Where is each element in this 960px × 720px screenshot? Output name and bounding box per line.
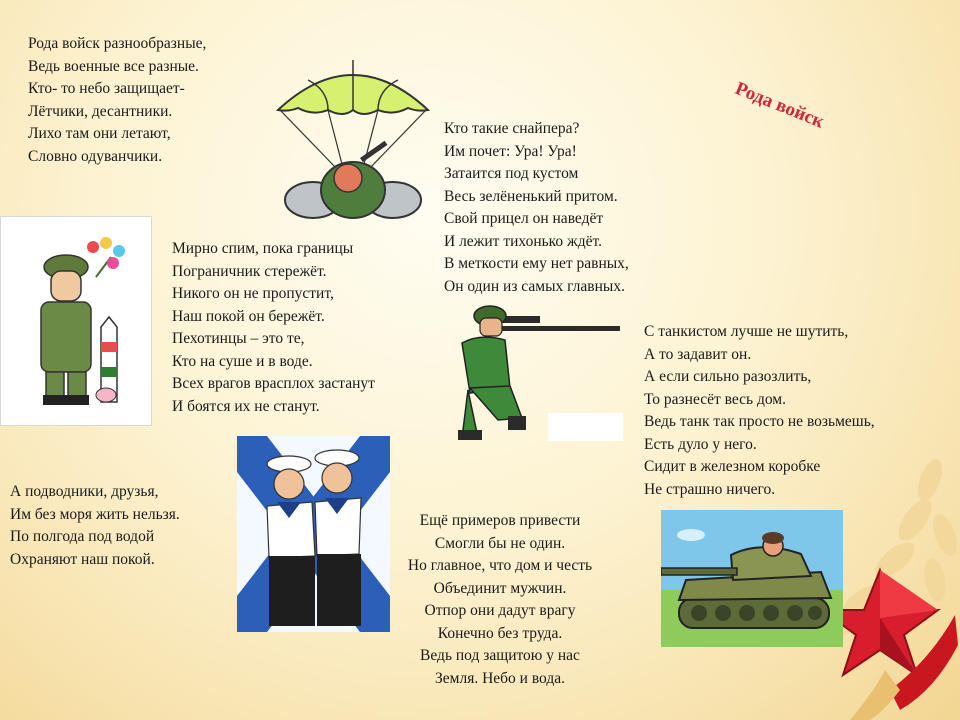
poem-line: Охраняют наш покой. (10, 550, 155, 568)
poem-conclusion (380, 510, 620, 690)
poem-submarines (10, 481, 180, 571)
poem-line: А то задавит он. (644, 345, 752, 363)
poem-line: Наш покой он бережёт. (172, 307, 325, 325)
poem-line: Им без моря жить нельзя. (10, 505, 180, 523)
tank-illustration (661, 510, 843, 647)
poem-line: А если сильно разозлить, (644, 368, 812, 385)
border-guard-illustration (0, 216, 152, 426)
poem-line: Никого он не пропустит, (172, 285, 334, 302)
poem-line: Пехотинцы – это те, (172, 330, 305, 347)
poem-line: Мирно спим, пока границы (172, 240, 354, 257)
poem-line: Кто- то небо защищает- (28, 80, 185, 97)
poem-line: Он один из самых главных. (444, 277, 625, 295)
poem-line: И боятся их не станут. (172, 397, 320, 415)
poem-intro (28, 33, 206, 168)
poem-line: Свой прицел он наведёт (444, 210, 604, 227)
poem-line: Смогли бы не один. (434, 534, 566, 552)
poem-line: Ведь военные все разные. (28, 57, 199, 75)
poem-line: Объединит мужчин. (433, 579, 567, 597)
poem-line: То разнесёт весь дом. (644, 390, 786, 408)
poem-line: Есть дуло у него. (644, 435, 757, 453)
poem-tanks (644, 321, 875, 501)
poem-line: Лётчики, десантники. (28, 102, 173, 120)
poem-line: Словно одуванчики. (28, 147, 163, 165)
poem-line: Кто такие снайпера? (444, 120, 580, 137)
poem-line: Не страшно ничего. (644, 480, 776, 498)
poem-line: Сидит в железном коробке (644, 458, 821, 475)
page-title: Рода войск (732, 78, 828, 133)
poem-line: Им почет: Ура! Ура! (444, 142, 577, 160)
sailors-illustration (237, 436, 390, 632)
poem-line: Весь зелёненький притом. (444, 187, 618, 205)
poem-line: Конечно без труда. (437, 624, 563, 642)
poem-line: Затаится под кустом (444, 165, 579, 182)
poem-line: Пограничник стережёт. (172, 262, 327, 280)
poem-line: А подводники, друзья, (10, 483, 159, 500)
poem-line: Но главное, что дом и честь (407, 557, 593, 574)
poem-line: Рода войск разнообразные, (28, 35, 207, 52)
poem-line: Ещё примеров привести (419, 512, 581, 529)
sniper-illustration (440, 298, 625, 443)
poem-line: С танкистом лучше не шутить, (644, 323, 849, 340)
poem-line: Земля. Небо и вода. (435, 669, 565, 687)
poem-line: По полгода под водой (10, 528, 155, 545)
poem-snipers (444, 118, 629, 298)
poem-line: Лихо там они летают, (28, 125, 171, 142)
poem-line: Всех врагов врасплох застанут (172, 375, 375, 392)
poem-border-guard (172, 238, 375, 418)
poem-line: Отпор они дадут врагу (424, 602, 576, 619)
poem-line: И лежит тихонько ждёт. (444, 232, 603, 250)
poem-line: В меткости ему нет равных, (444, 255, 629, 272)
poem-line: Кто на суше и в воде. (172, 352, 313, 370)
paratrooper-illustration (268, 50, 438, 225)
poem-line: Ведь танк так просто не возьмешь, (644, 413, 875, 430)
poem-line: Ведь под защитою у нас (420, 647, 580, 664)
